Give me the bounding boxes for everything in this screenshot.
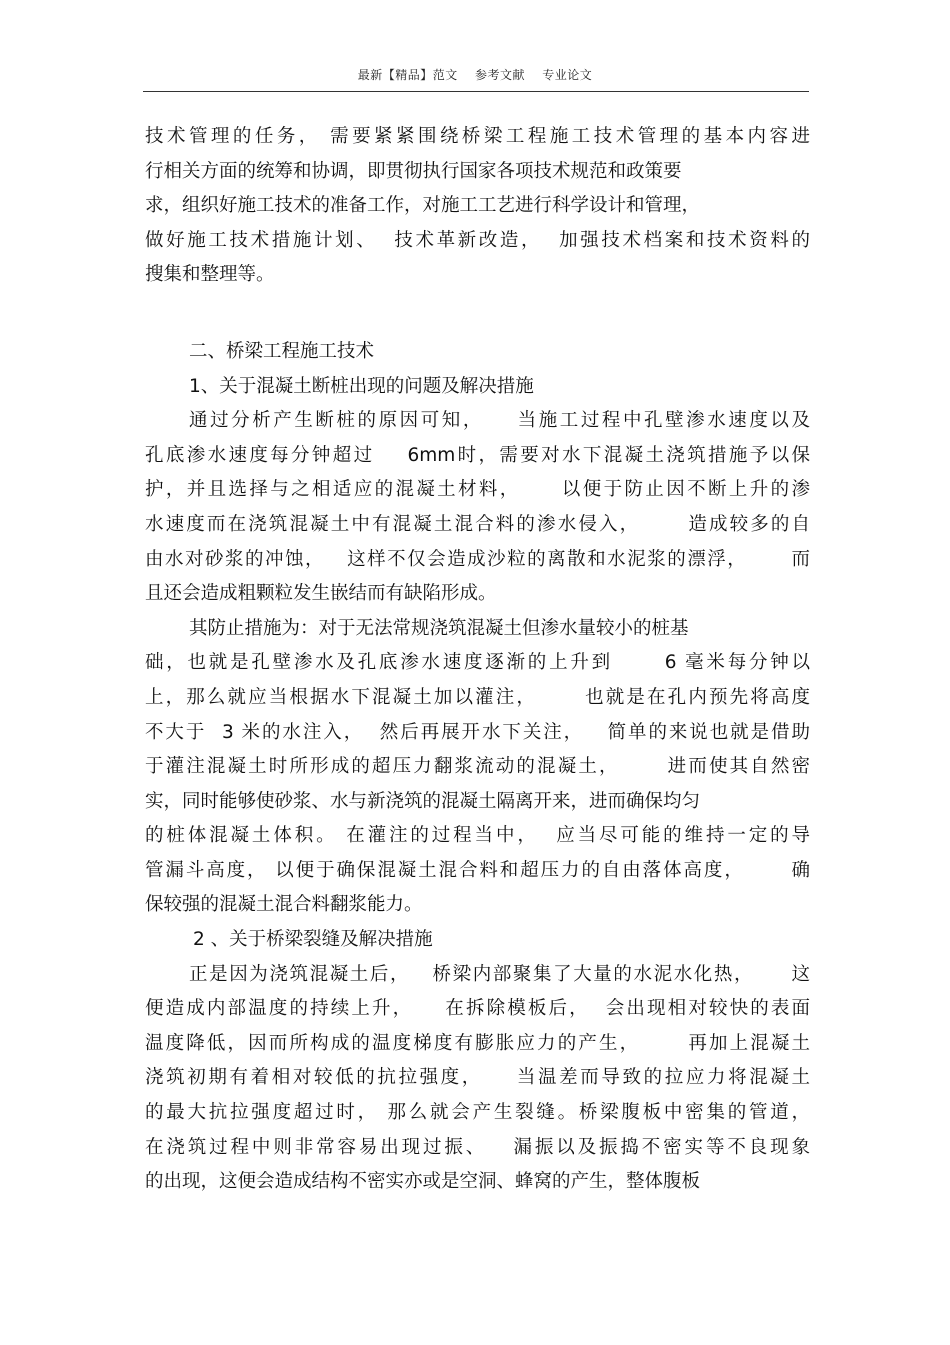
- text-line: 技术管理的任务， 需要紧紧围绕桥梁工程施工技术管理的基本内容进: [145, 126, 810, 147]
- header-divider: [143, 91, 809, 92]
- text-line: 便造成内部温度的持续上升， 在拆除模板后， 会出现相对较快的表面: [145, 998, 810, 1020]
- paragraph-1: [145, 120, 810, 293]
- text-line: 管漏斗高度， 以便于确保混凝土混合料和超压力的自由落体高度， 确: [145, 859, 810, 881]
- text-line: 保较强的混凝土混合料翻浆能力。: [145, 894, 423, 916]
- text-line: 孔底渗水速度每分钟超过 6mm时，需要对水下混凝土浇筑措施予以保: [145, 444, 810, 466]
- text-line: 水速度而在浇筑混凝土中有混凝土混合料的渗水侵入， 造成较多的自: [145, 513, 810, 535]
- text-line: 正是因为浇筑混凝土后， 桥梁内部聚集了大量的水泥水化热， 这: [189, 963, 810, 985]
- text-line: 做好施工技术措施计划、 技术革新改造， 加强技术档案和技术资料的: [145, 229, 810, 251]
- subsection-heading: 1、关于混凝土断桩出现的问题及解决措施: [189, 375, 534, 397]
- paragraph-3: [145, 612, 810, 923]
- paragraph-gap: [145, 293, 810, 335]
- text-line: 浇筑初期有着相对较低的抗拉强度， 当温差而导致的拉应力将混凝土: [145, 1067, 810, 1089]
- text-line: 础，也就是孔壁渗水及孔底渗水速度逐渐的上升到 6 毫米每分钟以: [145, 652, 810, 674]
- text-line: 通过分析产生断桩的原因可知， 当施工过程中孔壁渗水速度以及: [189, 410, 810, 432]
- paragraph-2: [145, 404, 810, 612]
- text-line: 求，组织好施工技术的准备工作，对施工工艺进行科学设计和管理，: [145, 195, 701, 217]
- text-line: 其防止措施为：对于无法常规浇筑混凝土但渗水量较小的桩基: [189, 617, 689, 639]
- text-line: 温度降低，因而所构成的温度梯度有膨胀应力的产生， 再加上混凝土: [145, 1032, 810, 1054]
- text-line: 于灌注混凝土时所形成的超压力翻浆流动的混凝土， 进而使其自然密: [145, 756, 810, 778]
- text-line: 护，并且选择与之相适应的混凝土材料， 以便于防止因不断上升的渗: [145, 479, 810, 501]
- document-body: [145, 120, 810, 1200]
- text-line: 且还会造成粗颗粒发生嵌结而有缺陷形成。: [145, 583, 497, 605]
- text-line: 上，那么就应当根据水下混凝土加以灌注， 也就是在孔内预先将高度: [145, 686, 810, 708]
- text-line: 的最大抗拉强度超过时， 那么就会产生裂缝。桥梁腹板中密集的管道，: [145, 1102, 810, 1124]
- text-line: 实，同时能够使砂浆、水与新浇筑的混凝土隔离开来，进而确保均匀: [145, 790, 701, 812]
- text-line: 不大于 3 米的水注入， 然后再展开水下关注， 简单的来说也就是借助: [145, 721, 810, 743]
- text-line: 在浇筑过程中则非常容易出现过振、 漏振以及振捣不密实等不良现象: [145, 1136, 810, 1158]
- text-line: 的桩体混凝土体积。 在灌注的过程当中， 应当尽可能的维持一定的导: [145, 825, 810, 847]
- text-line: 搜集和整理等。: [145, 264, 275, 286]
- text-line: 的出现，这便会造成结构不密实亦或是空洞、蜂窝的产生，整体腹板: [145, 1171, 701, 1193]
- section-heading: 二、桥梁工程施工技术: [189, 340, 375, 362]
- page-header: 最新【精品】范文 参考文献 专业论文: [357, 68, 593, 82]
- paragraph-4: [145, 958, 810, 1200]
- subsection-heading: 2 、关于桥梁裂缝及解决措施: [193, 929, 433, 951]
- text-line: 由水对砂浆的冲蚀， 这样不仅会造成沙粒的离散和水泥浆的漂浮， 而: [145, 548, 810, 570]
- text-line: 行相关方面的统筹和协调，即贯彻执行国家各项技术规范和政策要: [145, 160, 682, 182]
